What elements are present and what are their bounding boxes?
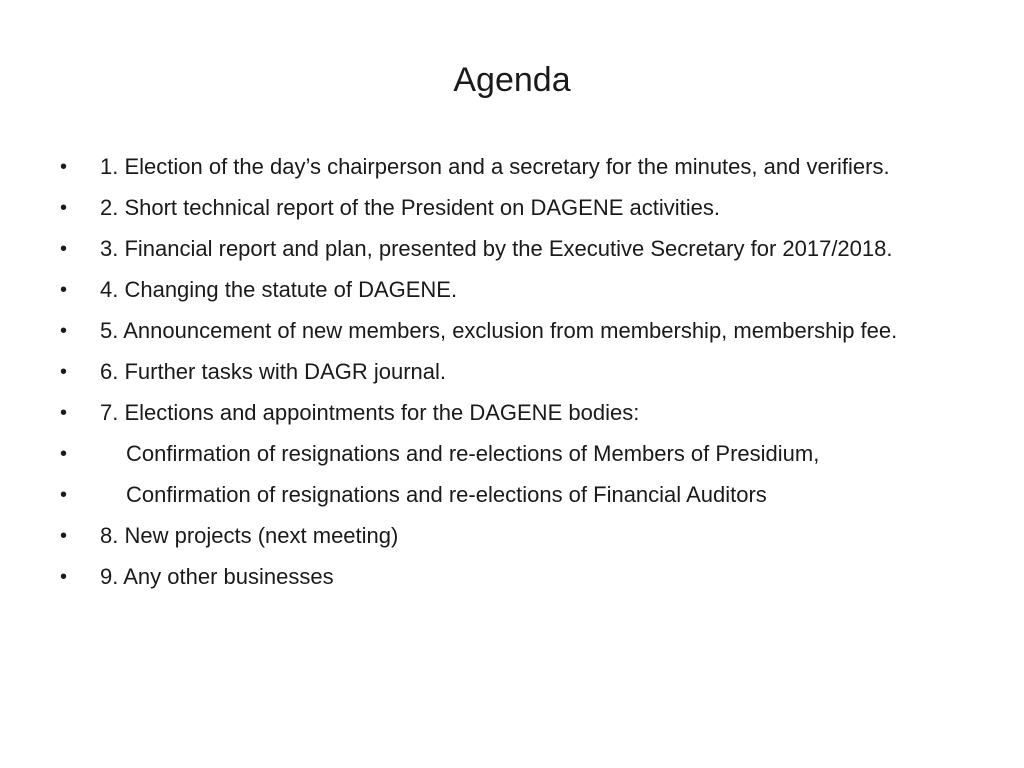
agenda-subitem-auditors	[56, 478, 976, 512]
agenda-item-text: 3. Financial report and plan, presented by the Executive Secretary for 2017/2018.	[100, 236, 893, 261]
agenda-item-text: Confirmation of resignations and re-elections of Members of Presidium,	[126, 441, 820, 466]
agenda-item-6	[56, 355, 976, 389]
agenda-item-text: 9. Any other businesses	[100, 564, 334, 589]
bullet-icon: •	[60, 525, 68, 547]
agenda-item-2	[56, 191, 976, 225]
slide-title: Agenda	[453, 61, 571, 99]
bullet-icon: •	[60, 443, 68, 465]
agenda-item-4	[56, 273, 976, 307]
bullet-icon: •	[60, 197, 68, 219]
bullet-icon: •	[60, 566, 68, 588]
agenda-item-text: 5. Announcement of new members, exclusion from membership, membership fee.	[100, 318, 898, 343]
agenda-item-text: 2. Short technical report of the President on DAGENE activities.	[100, 195, 720, 220]
agenda-item-text: 7. Elections and appointments for the DAGENE bodies:	[100, 400, 640, 425]
bullet-icon: •	[60, 156, 68, 178]
agenda-item-text: 8. New projects (next meeting)	[100, 523, 399, 548]
agenda-item-9	[56, 560, 976, 594]
agenda-item-text: Confirmation of resignations and re-elections of Financial Auditors	[126, 482, 767, 507]
agenda-item-5	[56, 314, 976, 348]
bullet-icon: •	[60, 402, 68, 424]
agenda-item-1	[56, 150, 976, 184]
bullet-icon: •	[60, 279, 68, 301]
agenda-list	[56, 150, 976, 601]
agenda-subitem-presidium	[56, 437, 976, 471]
bullet-icon: •	[60, 484, 68, 506]
agenda-item-3	[56, 232, 976, 266]
bullet-icon: •	[60, 361, 68, 383]
agenda-item-text: 6. Further tasks with DAGR journal.	[100, 359, 447, 384]
agenda-item-text: 4. Changing the statute of DAGENE.	[100, 277, 458, 302]
bullet-icon: •	[60, 320, 68, 342]
agenda-item-text: 1. Election of the day’s chairperson and a secretary for the minutes, and verifiers.	[100, 154, 890, 179]
agenda-item-7	[56, 396, 976, 430]
bullet-icon: •	[60, 238, 68, 260]
agenda-item-8	[56, 519, 976, 553]
